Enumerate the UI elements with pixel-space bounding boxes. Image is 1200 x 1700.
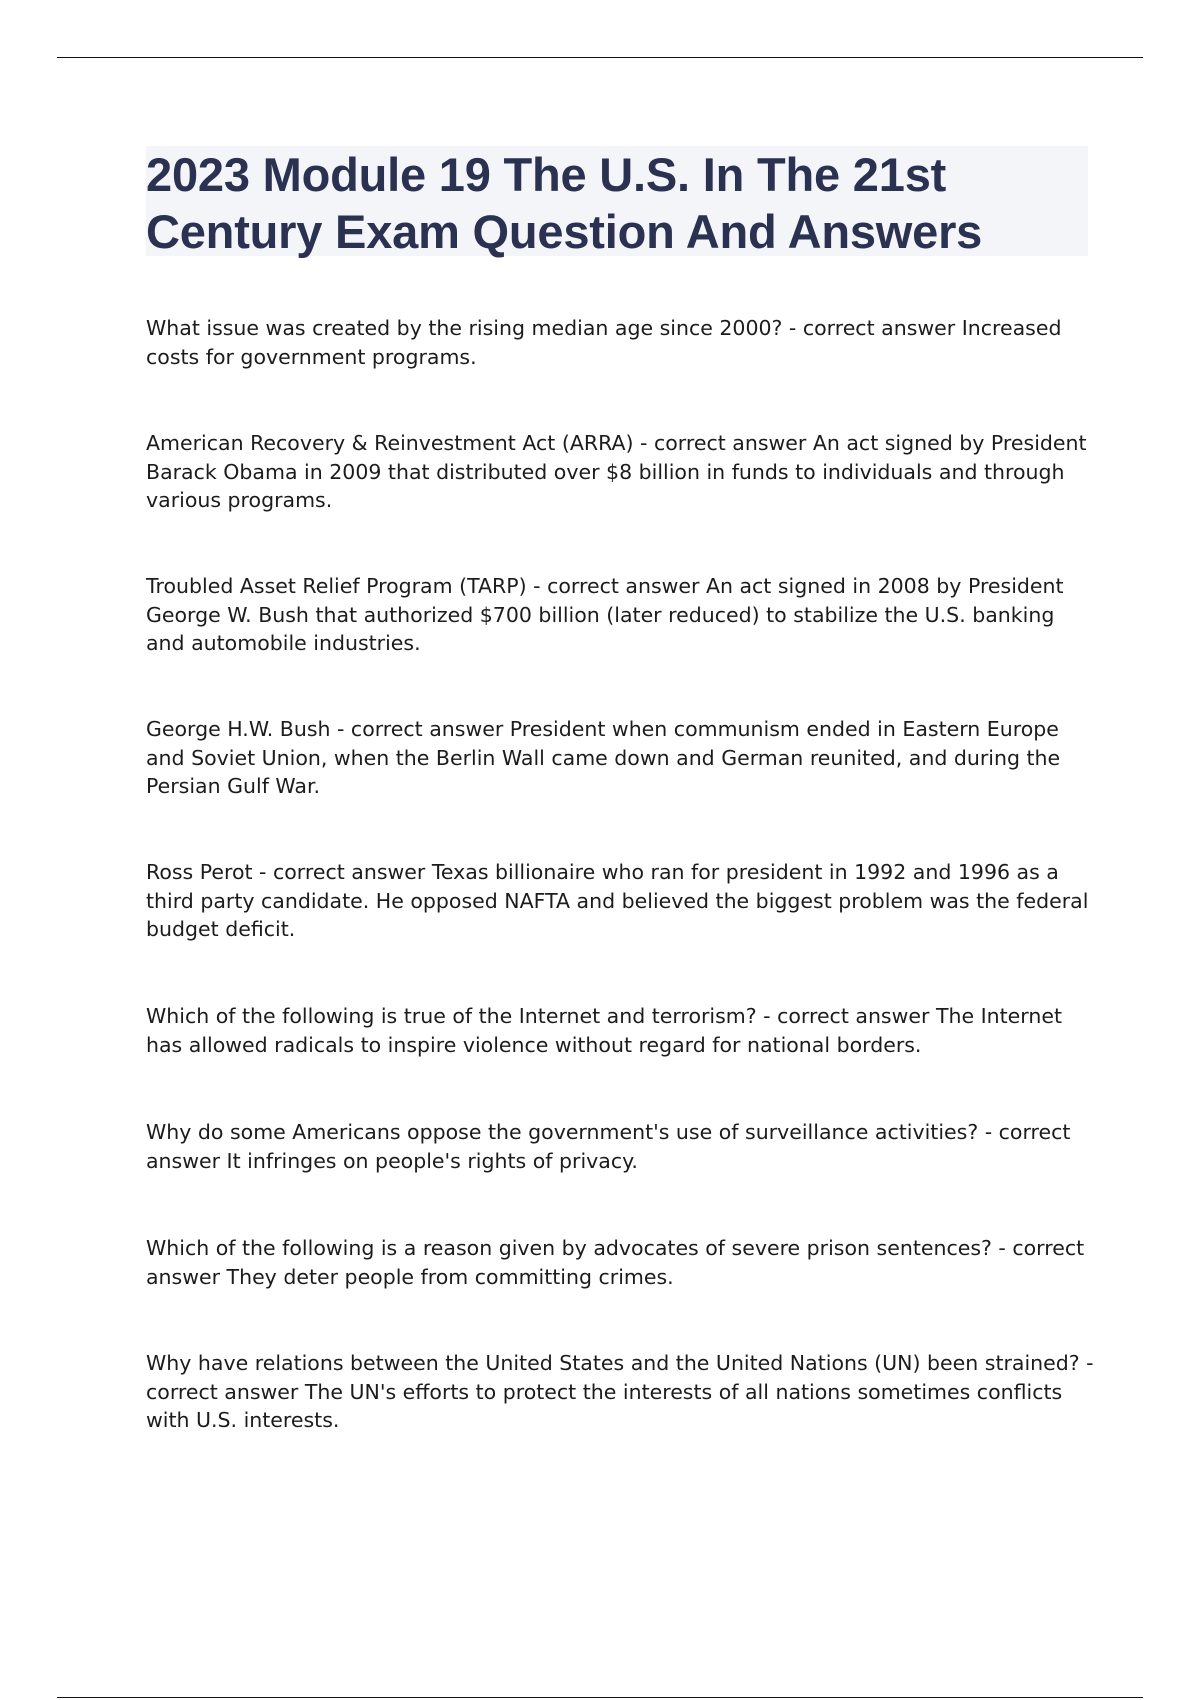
qa-item-4: George H.W. Bush - correct answer President when communism ended in Eastern Europe and Soviet Union, when the Berlin Wall came down and German reunited, and during the Persian Gulf War.: [146, 717, 1061, 798]
top-rule: [57, 57, 1143, 58]
qa-item-2: American Recovery & Reinvestment Act (ARRA) - correct answer An act signed by President Barack Obama in 2009 that distributed over $8 billion in funds to individuals and through various programs.: [146, 431, 1087, 512]
qa-item-8: Which of the following is a reason given by advocates of severe prison sentences? - correct answer They deter people from committing crimes.: [146, 1236, 1085, 1289]
qa-item-1: What issue was created by the rising median age since 2000? - correct answer Increased costs for government programs.: [146, 316, 1062, 369]
qa-item-9: Why have relations between the United States and the United Nations (UN) been strained? - correct answer The UN's efforts to protect the interests of all nations sometimes conflicts with U.S. interests.: [146, 1351, 1094, 1432]
qa-item-3: Troubled Asset Relief Program (TARP) - correct answer An act signed in 2008 by President George W. Bush that authorized $700 billion (later reduced) to stabilize the U.S. banking and automobile industries.: [146, 574, 1064, 655]
qa-item-6: Which of the following is true of the Internet and terrorism? - correct answer The Internet has allowed radicals to inspire violence without regard for national borders.: [146, 1004, 1062, 1057]
document-title: 2023 Module 19 The U.S. In The 21st Century Exam Question And Answers: [146, 148, 983, 258]
qa-item-5: Ross Perot - correct answer Texas billionaire who ran for president in 1992 and 1996 as a third party candidate. He opposed NAFTA and believed the biggest problem was the federal budget deficit.: [146, 860, 1089, 941]
title-band: [146, 146, 1088, 256]
qa-item-7: Why do some Americans oppose the government's use of surveillance activities? - correct answer It infringes on people's rights of privacy.: [146, 1120, 1071, 1173]
bottom-rule: [57, 1697, 1143, 1698]
